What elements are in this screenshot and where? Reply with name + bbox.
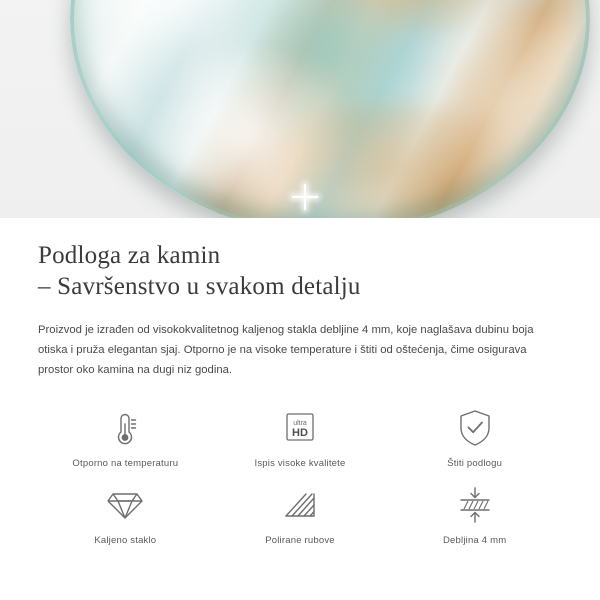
svg-text:HD: HD [292,427,308,439]
feature-item-polished-edges [213,483,388,546]
shield-check-icon [456,406,494,450]
thermometer-icon [108,406,142,450]
hero-image [0,0,600,218]
headline-line-1: Podloga za kamin [38,242,221,269]
feature-item-thickness [387,483,562,546]
feature-label: Polirane rubove [265,535,335,546]
feature-item-temperature [38,406,213,469]
feature-label: Otporno na temperaturu [72,458,179,469]
feature-item-tempered-glass [38,483,213,546]
feature-label: Debljina 4 mm [443,535,507,546]
feature-label: Kaljeno staklo [94,535,157,546]
feature-label: Štiti podlogu [447,458,503,469]
polished-edges-icon [280,483,320,527]
diamond-icon [103,483,147,527]
headline-line-2: – Savršenstvo u svakom detalju [38,273,361,300]
feature-item-surface-protection [387,406,562,469]
ultra-hd-icon [279,406,321,450]
svg-text:ultra: ultra [293,420,307,427]
feature-item-print-quality [213,406,388,469]
content-area [0,240,600,546]
page-title [38,240,562,302]
thickness-icon [455,483,495,527]
feature-label: Ispis visoke kvalitete [254,458,346,469]
feature-grid [38,406,562,546]
product-description: Proizvod je izrađen od visokokvalitetnog kaljenog stakla debljine 4 mm, koje naglašava dubinu boja otiska i pruža elegantan sjaj. Otporno je na visoke temperature i štiti od oštećenja, čime osigurava prostor oko kamina na dugi niz godina. [38,324,534,376]
